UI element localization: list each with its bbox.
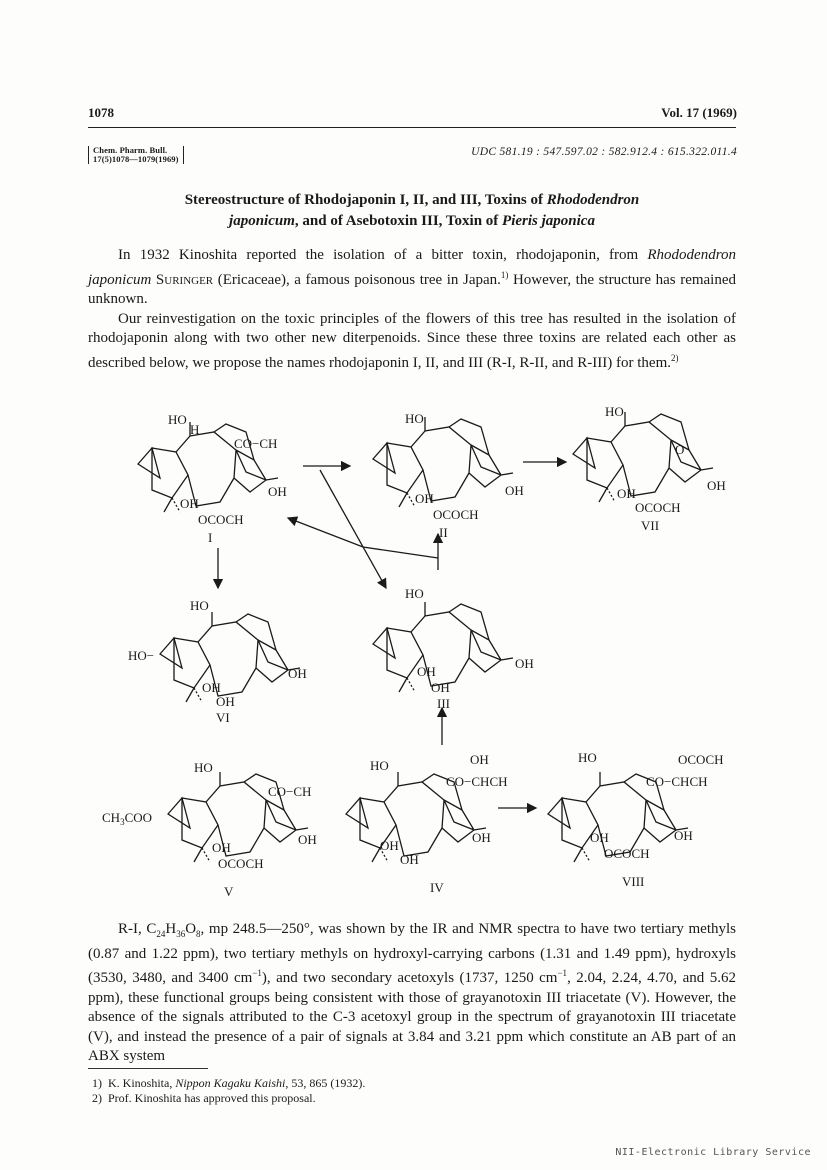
group-label: HO [405, 586, 424, 601]
footnote-text: , 53, 865 (1932). [285, 1076, 366, 1090]
group-label: HO [370, 758, 389, 773]
group-label: OCOCH [635, 500, 681, 515]
group-label: OH [212, 840, 231, 855]
udc-code: UDC 581.19 : 547.597.02 : 582.912.4 : 615.322.011.4 [471, 146, 737, 158]
group-label: O [675, 442, 685, 457]
text-span: Our reinvestigation on the toxic principles of the flowers of this tree has resulted in the isolation of rhodojaponin along with two other new diterpenoids. Since these three toxins are related each other as described below, we propose the names rhodojaponin I, II, and III (R-I, R-II, and R-III) for them. [88, 310, 736, 371]
superscript: −1 [557, 968, 568, 978]
group-label: OH [674, 828, 693, 843]
footnote-text: K. Kinoshita, [108, 1076, 176, 1090]
author-name: Suringer [151, 271, 214, 288]
text-span: (Ericaceae), a famous poisonous tree in Japan. [213, 271, 501, 288]
group-label: HO− [128, 648, 155, 663]
body-paragraph [88, 920, 736, 1067]
group-label: OCOCH [433, 507, 479, 522]
group-label: HO [168, 412, 187, 427]
footnote-number: 1) [92, 1076, 102, 1090]
group-label: OCOCH [218, 856, 264, 871]
group-label: OH [202, 680, 221, 695]
structure-scheme [88, 400, 736, 905]
superscript: −1 [252, 968, 262, 978]
group-label: OH [216, 694, 235, 709]
compound-I [138, 412, 287, 545]
group-label: OCOCH [198, 512, 244, 527]
text-span: In 1932 Kinoshita reported the isolation of a bitter toxin, rhodojaponin, from [118, 247, 648, 263]
group-label: OCOCH [604, 846, 650, 861]
group-label: OH [400, 852, 419, 867]
group-label: OH [431, 680, 450, 695]
compound-II [373, 411, 524, 540]
arrow-I-to-III [320, 470, 386, 588]
compound-label-III: III [437, 696, 450, 711]
journal-ref-line2: 17(5)1078—1079(1969) [93, 154, 179, 164]
compound-label-I: I [208, 530, 213, 545]
group-label: OH [707, 478, 726, 493]
compound-label-IV: IV [430, 880, 444, 895]
group-label: OCOCH [678, 752, 724, 767]
species-name: Rhododendron japonicum [88, 247, 736, 288]
article-title [88, 190, 736, 232]
text-span: O [185, 921, 197, 937]
title-part: Stereostructure of Rhodojaponin I, II, and III, Toxins of [184, 192, 547, 208]
compound-VIII [548, 750, 724, 889]
journal-ref-line1: Chem. Pharm. Bull. [93, 145, 168, 155]
group-label: OH [472, 830, 491, 845]
compound-III [373, 586, 534, 711]
paragraph-2 [88, 310, 736, 374]
title-part: , and of Asebotoxin III, Toxin of [294, 213, 503, 229]
journal-reference [88, 146, 184, 164]
compound-label-VII: VII [641, 518, 660, 533]
compound-label-VIII: VIII [622, 874, 645, 889]
compound-V [102, 760, 317, 899]
group-label: OH [298, 832, 317, 847]
compound-label-II: II [439, 525, 448, 540]
group-label: OH [415, 491, 434, 506]
group-label-ch3coo: $CH_3COO$ [102, 810, 153, 827]
title-species: Rhododendron [546, 192, 640, 208]
text-span: , 2.04, 2.24, 4.70, and 5.62 ppm), these functional groups being consistent with those of grayanotoxin III triacetate (V). However, the absence of the signals attributed to the C-3 acetoxyl group in the spectrum of grayanotoxin III triacetate (V), and instead the presence of a pair of signals at 3.84 and 3.21 ppm which constitute an AB part of an ABX system [88, 970, 736, 1064]
compound-VI [128, 598, 307, 725]
group-label: HO [605, 404, 624, 419]
group-label: OH [515, 656, 534, 671]
group-label: OH [505, 483, 524, 498]
group-label: OH [180, 496, 199, 511]
group-label: CO−CHCH [446, 774, 508, 789]
text-span: ), and two secondary acetoxyls (1737, 1250 cm [261, 970, 558, 986]
subscript: 24 [156, 929, 166, 939]
group-label: OH [380, 838, 399, 853]
library-footer: NII-Electronic Library Service [615, 1147, 811, 1158]
group-label: HO [194, 760, 213, 775]
volume-label: Vol. 17 (1969) [661, 105, 737, 120]
group-label: OH [417, 664, 436, 679]
compound-IV [346, 752, 508, 895]
title-species: japonicum [229, 213, 295, 229]
title-species: Pieris japonica [502, 213, 595, 229]
compound-label-VI: VI [216, 710, 230, 725]
structure-scheme-svg [88, 400, 736, 905]
header-rule [88, 127, 736, 128]
group-label: OH [590, 830, 609, 845]
text-span: R-I, C [118, 921, 157, 937]
paragraph-1 [88, 246, 736, 310]
intro-paragraphs [88, 246, 736, 373]
arrow-III-to-I [288, 518, 438, 558]
group-label: H [190, 422, 200, 437]
group-label: OH [470, 752, 489, 767]
paragraph-3 [88, 920, 736, 1067]
group-label: CO−CH [268, 784, 312, 799]
group-label: OH [268, 484, 287, 499]
group-label: CO−CH [234, 436, 278, 451]
group-label: HO [578, 750, 597, 765]
compound-VII [573, 404, 726, 533]
text-span: H [165, 921, 177, 937]
subscript: 8 [196, 929, 201, 939]
footnote-2 [92, 1091, 316, 1106]
footnote-rule [88, 1068, 208, 1069]
footnote-text: Prof. Kinoshita has approved this proposal. [108, 1091, 316, 1105]
group-label: HO [405, 411, 424, 426]
text-span: , mp 248.5—250°, was shown by the IR and NMR spectra to have two tertiary methyls (0.87 and 1.22 ppm), two tertiary methyls on hydroxyl-carrying carbons (1.31 and 1.49 ppm), hydroxyls (3530, 3480, and 3400 cm [88, 921, 736, 986]
group-label: OH [288, 666, 307, 681]
compound-label-V: V [224, 884, 234, 899]
group-label: HO [190, 598, 209, 613]
subscript: 36 [176, 929, 186, 939]
group-label: OH [617, 486, 636, 501]
footnote-ref: 2) [671, 352, 679, 363]
text-span: However, the structure has remained unknown. [88, 271, 736, 307]
group-label: CO−CHCH [646, 774, 708, 789]
page-number: 1078 [88, 105, 114, 120]
footnote-1 [92, 1076, 365, 1091]
footnote-journal: Nippon Kagaku Kaishi [175, 1076, 286, 1090]
footnote-number: 2) [92, 1091, 102, 1105]
footnote-ref: 1) [500, 269, 509, 280]
